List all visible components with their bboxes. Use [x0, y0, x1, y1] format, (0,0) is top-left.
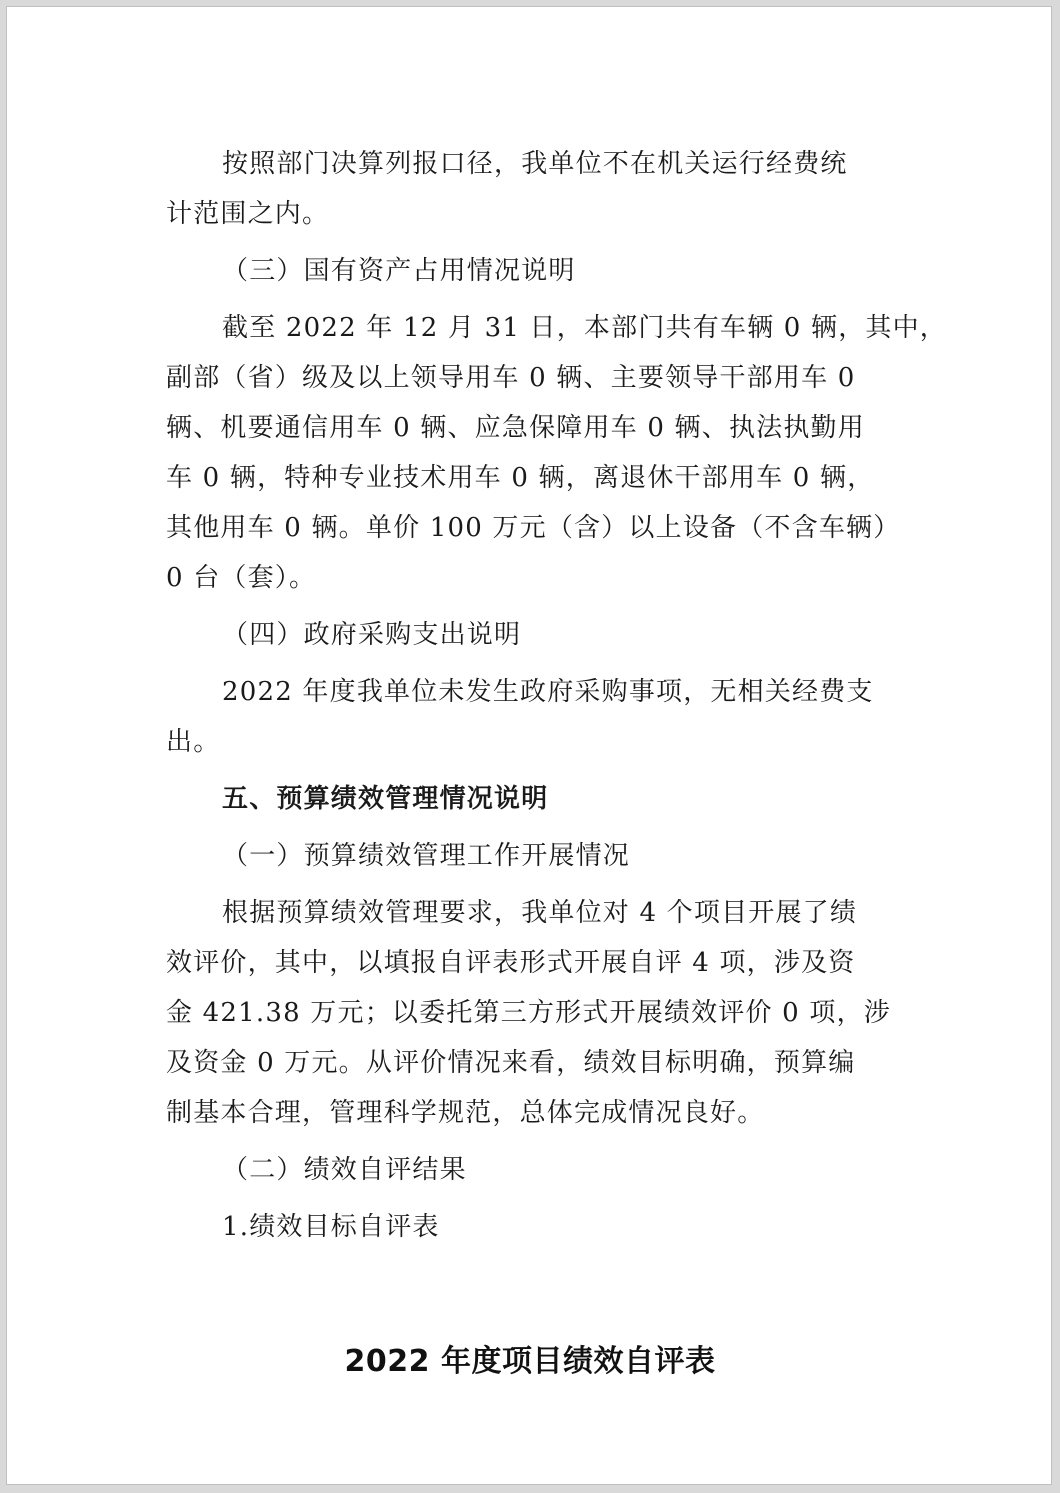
section-heading-self-evaluation: （二）绩效自评结果: [222, 1155, 467, 1185]
section-heading-procurement: （四）政府采购支出说明: [222, 620, 522, 650]
paragraph-line: 效评价，其中，以填报自评表形式开展自评 4 项，涉及资: [166, 948, 856, 978]
chapter-heading-performance: 五、预算绩效管理情况说明: [222, 784, 549, 814]
document-page: [6, 6, 1052, 1485]
paragraph-line: 出。: [166, 727, 221, 757]
paragraph-line: 根据预算绩效管理要求，我单位对 4 个项目开展了绩: [222, 898, 858, 928]
paragraph-line: 车 0 辆，特种专业技术用车 0 辆，离退休干部用车 0 辆，: [166, 463, 875, 493]
paragraph-line: 副部（省）级及以上领导用车 0 辆、主要领导干部用车 0: [166, 363, 856, 393]
paragraph-line: 2022 年度我单位未发生政府采购事项，无相关经费支: [222, 677, 874, 707]
paragraph-line: 截至 2022 年 12 月 31 日，本部门共有车辆 0 辆，其中，: [222, 313, 947, 343]
paragraph-line: 0 台（套）。: [166, 563, 317, 593]
list-item: 1.绩效目标自评表: [222, 1212, 440, 1242]
paragraph-line: 及资金 0 万元。从评价情况来看，绩效目标明确，预算编: [166, 1048, 856, 1078]
section-heading-assets: （三）国有资产占用情况说明: [222, 256, 576, 286]
paragraph-line: 计范围之内。: [166, 199, 330, 229]
paragraph-line: 辆、机要通信用车 0 辆、应急保障用车 0 辆、执法执勤用: [166, 413, 865, 443]
table-title: 2022 年度项目绩效自评表: [344, 1344, 716, 1379]
paragraph-line: 制基本合理，管理科学规范，总体完成情况良好。: [166, 1098, 765, 1128]
paragraph-line: 按照部门决算列报口径，我单位不在机关运行经费统: [222, 149, 848, 179]
paragraph-line: 金 421.38 万元；以委托第三方形式开展绩效评价 0 项，涉: [166, 998, 891, 1028]
paragraph-line: 其他用车 0 辆。单价 100 万元（含）以上设备（不含车辆）: [166, 513, 901, 543]
section-heading-performance-work: （一）预算绩效管理工作开展情况: [222, 841, 631, 871]
